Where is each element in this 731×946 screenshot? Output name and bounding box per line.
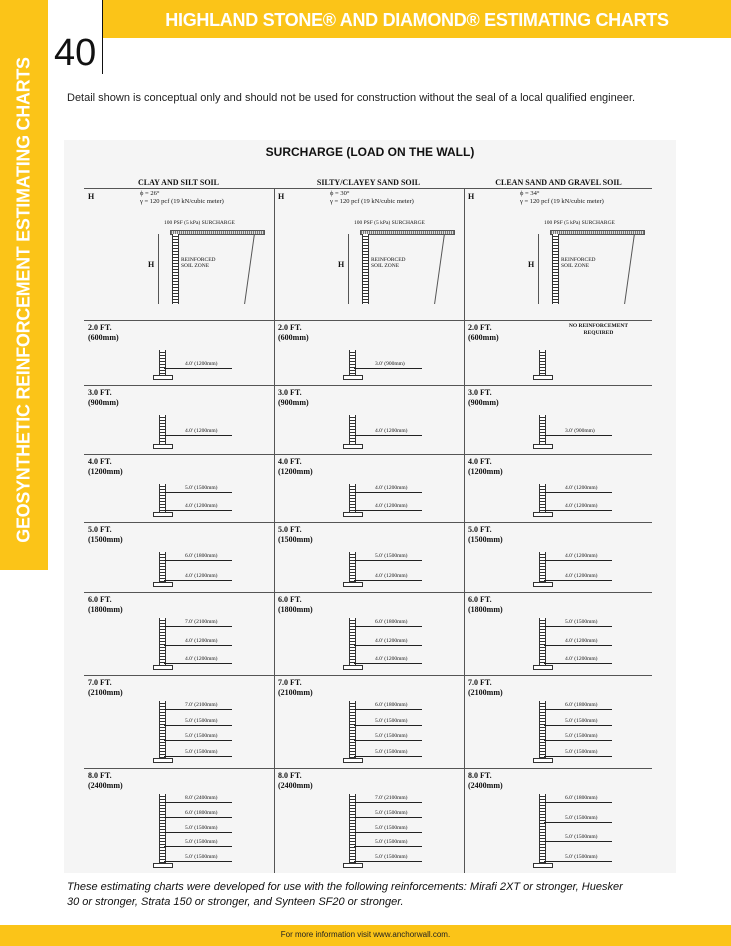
reinforcement-label: 4.0' (1200mm) [565, 656, 598, 662]
h-label: H [468, 192, 475, 201]
no-reinforcement-note: NO REINFORCEMENT [568, 323, 629, 329]
reinforcement-layer [164, 560, 232, 561]
zone-label: SOIL ZONE [561, 263, 590, 269]
reinforcement-layer [544, 645, 612, 646]
wall-diagram [539, 484, 546, 512]
footing-block [153, 375, 173, 380]
reinforcement-layer [354, 846, 422, 847]
row-height-label: 5.0 FT. [278, 525, 302, 534]
wall-diagram [349, 552, 356, 582]
reinforcement-layer [354, 709, 422, 710]
reinforcement-layer [354, 492, 422, 493]
reinforcement-layer [544, 560, 612, 561]
row-metric-label: (1200mm) [88, 467, 123, 476]
reinforcement-layer [544, 709, 612, 710]
bottom-bar [0, 925, 731, 946]
column-divider [274, 188, 275, 873]
reinforcement-label: 3.0' (900mm) [375, 361, 405, 367]
reinforcement-layer [544, 510, 612, 511]
reinforcement-layer [354, 580, 422, 581]
reinforcement-label: 4.0' (1200mm) [375, 503, 408, 509]
reinforcement-label: 5.0' (1500mm) [375, 553, 408, 559]
row-divider [84, 675, 652, 676]
wall-diagram [349, 484, 356, 512]
reinforcement-layer [544, 580, 612, 581]
column-header: CLEAN SAND AND GRAVEL SOIL [495, 178, 622, 187]
reinforcement-label: 5.0' (1500mm) [185, 718, 218, 724]
reinforcement-label: 5.0' (1500mm) [375, 839, 408, 845]
reinforcement-layer [354, 802, 422, 803]
reinforcement-label: 8.0' (2400mm) [185, 795, 218, 801]
wall-diagram [159, 350, 166, 375]
wall-diagram [159, 552, 166, 582]
retained-soil-line [244, 234, 255, 304]
row-height-label: 5.0 FT. [88, 525, 112, 534]
wall-diagram [159, 794, 166, 863]
row-metric-label: (2100mm) [468, 688, 503, 697]
reinforcement-layer [354, 817, 422, 818]
row-height-label: 8.0 FT. [88, 771, 112, 780]
reinforcement-label: 5.0' (1500mm) [375, 733, 408, 739]
wall-diagram [539, 350, 546, 375]
reinforcement-label: 4.0' (1200mm) [565, 573, 598, 579]
row-height-label: 6.0 FT. [88, 595, 112, 604]
reinforcement-layer [544, 626, 612, 627]
reinforcement-label: 5.0' (1500mm) [565, 619, 598, 625]
footing-block [533, 444, 553, 449]
reinforcement-label: 4.0' (1200mm) [185, 361, 218, 367]
zone-label: REINFORCED [561, 257, 596, 263]
surcharge-label: 100 PSF (5 kPa) SURCHARGE [164, 220, 235, 226]
wall-diagram [539, 552, 546, 582]
row-metric-label: (1200mm) [278, 467, 313, 476]
row-height-label: 6.0 FT. [468, 595, 492, 604]
column-divider [464, 188, 465, 873]
page-title: HIGHLAND STONE® AND DIAMOND® ESTIMATING CHARTS [165, 10, 669, 30]
reinforcement-layer [544, 492, 612, 493]
reinforcement-label: 4.0' (1200mm) [375, 638, 408, 644]
h-dimension-line [158, 234, 159, 304]
row-divider [84, 592, 652, 593]
reinforcement-layer [544, 822, 612, 823]
reinforcement-layer [354, 645, 422, 646]
row-metric-label: (900mm) [278, 398, 309, 407]
reinforcement-layer [354, 626, 422, 627]
reinforcement-layer [164, 368, 232, 369]
reinforcement-layer [544, 756, 612, 757]
header-top-line [84, 188, 652, 189]
reinforcement-layer [164, 580, 232, 581]
footing-block [343, 863, 363, 868]
reinforcement-layer [544, 435, 612, 436]
reinforcement-label: 4.0' (1200mm) [565, 638, 598, 644]
h-dimension-label: H [528, 260, 535, 269]
page-number-rule [102, 0, 103, 74]
footing-block [343, 444, 363, 449]
row-metric-label: (1200mm) [468, 467, 503, 476]
reinforcement-layer [354, 435, 422, 436]
reinforcement-label: 5.0' (1500mm) [375, 854, 408, 860]
wall-diagram [539, 794, 546, 863]
reinforcement-layer [164, 725, 232, 726]
row-metric-label: (1800mm) [278, 605, 313, 614]
reinforcement-label: 4.0' (1200mm) [185, 638, 218, 644]
reinforcement-layer [164, 626, 232, 627]
reinforcement-label: 5.0' (1500mm) [185, 485, 218, 491]
footing-block [153, 758, 173, 763]
reinforcement-label: 6.0' (1800mm) [375, 619, 408, 625]
reinforcement-label: 5.0' (1500mm) [185, 839, 218, 845]
reinforcement-label: 4.0' (1200mm) [375, 485, 408, 491]
footer-note: These estimating charts were developed for use with the following reinforcements: Mirafi 2XT or stronger, Huesker 30 or stronger, Strata 150 or stronger, and Synteen SF20 or stronger. [67, 881, 623, 908]
reinforcement-layer [544, 841, 612, 842]
row-height-label: 3.0 FT. [278, 388, 302, 397]
reinforcement-layer [544, 861, 612, 862]
reinforcement-label: 5.0' (1500mm) [565, 733, 598, 739]
header-bar [103, 0, 731, 38]
row-divider [84, 385, 652, 386]
row-metric-label: (1800mm) [468, 605, 503, 614]
wall-diagram [172, 234, 179, 304]
row-metric-label: (900mm) [468, 398, 499, 407]
row-height-label: 6.0 FT. [278, 595, 302, 604]
zone-label: SOIL ZONE [181, 263, 210, 269]
reinforcement-label: 6.0' (1800mm) [185, 810, 218, 816]
reinforcement-layer [164, 492, 232, 493]
zone-label: REINFORCED [371, 257, 406, 263]
row-height-label: 4.0 FT. [468, 457, 492, 466]
h-label: H [88, 192, 95, 201]
disclaimer: Detail shown is conceptual only and should not be used for construction without the seal of a local qualified engineer. [67, 92, 636, 104]
reinforcement-layer [354, 832, 422, 833]
reinforcement-layer [354, 510, 422, 511]
phi-value: ϕ = 34° [520, 190, 540, 197]
row-height-label: 3.0 FT. [88, 388, 112, 397]
wall-diagram [349, 350, 356, 375]
row-height-label: 7.0 FT. [88, 678, 112, 687]
surcharge-bar [550, 230, 645, 235]
footing-block [153, 444, 173, 449]
zone-label: REINFORCED [181, 257, 216, 263]
reinforcement-label: 5.0' (1500mm) [565, 718, 598, 724]
reinforcement-layer [354, 756, 422, 757]
reinforcement-label: 7.0' (2100mm) [185, 702, 218, 708]
reinforcement-layer [354, 368, 422, 369]
reinforcement-label: 6.0' (1800mm) [185, 553, 218, 559]
h-dimension-line [348, 234, 349, 304]
reinforcement-label: 5.0' (1500mm) [185, 825, 218, 831]
website-info: For more information visit www.anchorwall.com. [280, 930, 451, 939]
reinforcement-layer [354, 740, 422, 741]
row-metric-label: (2100mm) [88, 688, 123, 697]
reinforcement-label: 4.0' (1200mm) [565, 553, 598, 559]
row-metric-label: (900mm) [88, 398, 119, 407]
gamma-value: γ = 120 pcf (19 kN/cubic meter) [330, 198, 414, 205]
reinforcement-layer [544, 740, 612, 741]
row-metric-label: (2400mm) [468, 781, 503, 790]
row-height-label: 2.0 FT. [468, 323, 492, 332]
reinforcement-layer [544, 725, 612, 726]
h-label: H [278, 192, 285, 201]
reinforcement-label: 5.0' (1500mm) [565, 815, 598, 821]
row-height-label: 7.0 FT. [468, 678, 492, 687]
phi-value: ϕ = 30° [330, 190, 350, 197]
reinforcement-layer [164, 663, 232, 664]
reinforcement-label: 4.0' (1200mm) [185, 573, 218, 579]
footing-block [343, 512, 363, 517]
surcharge-label: 100 PSF (5 kPa) SURCHARGE [544, 220, 615, 226]
wall-diagram [159, 484, 166, 512]
reinforcement-layer [544, 802, 612, 803]
reinforcement-layer [544, 663, 612, 664]
zone-label: SOIL ZONE [371, 263, 400, 269]
row-divider [84, 454, 652, 455]
reinforcement-layer [354, 663, 422, 664]
row-height-label: 4.0 FT. [278, 457, 302, 466]
reinforcement-label: 7.0' (2100mm) [185, 619, 218, 625]
reinforcement-label: 5.0' (1500mm) [375, 749, 408, 755]
reinforcement-label: 4.0' (1200mm) [185, 428, 218, 434]
reinforcement-label: 4.0' (1200mm) [185, 656, 218, 662]
retained-soil-line [434, 234, 445, 304]
row-metric-label: (600mm) [278, 333, 309, 342]
page-number: 40 [54, 32, 97, 74]
reinforcement-layer [164, 802, 232, 803]
wall-diagram [362, 234, 369, 304]
reinforcement-layer [354, 861, 422, 862]
gamma-value: γ = 120 pcf (19 kN/cubic meter) [140, 198, 224, 205]
wall-diagram [349, 794, 356, 863]
h-dimension-label: H [148, 260, 155, 269]
reinforcement-label: 5.0' (1500mm) [565, 854, 598, 860]
reinforcement-label: 3.0' (900mm) [565, 428, 595, 434]
wall-diagram [552, 234, 559, 304]
reinforcement-label: 4.0' (1200mm) [565, 485, 598, 491]
reinforcement-label: 4.0' (1200mm) [565, 503, 598, 509]
estimating-chart [64, 140, 676, 873]
surcharge-bar [170, 230, 265, 235]
retained-soil-line [624, 234, 635, 304]
reinforcement-layer [164, 832, 232, 833]
reinforcement-label: 5.0' (1500mm) [375, 810, 408, 816]
row-metric-label: (1500mm) [468, 535, 503, 544]
surcharge-bar [360, 230, 455, 235]
row-divider [84, 522, 652, 523]
footing-block [153, 863, 173, 868]
reinforcement-label: 5.0' (1500mm) [565, 749, 598, 755]
reinforcement-label: 4.0' (1200mm) [185, 503, 218, 509]
reinforcement-label: 5.0' (1500mm) [185, 749, 218, 755]
footing-block [153, 665, 173, 670]
reinforcement-label: 5.0' (1500mm) [565, 834, 598, 840]
row-height-label: 5.0 FT. [468, 525, 492, 534]
column-header: SILTY/CLAYEY SAND SOIL [316, 178, 421, 187]
row-metric-label: (2400mm) [278, 781, 313, 790]
footing-block [343, 375, 363, 380]
footing-block [343, 665, 363, 670]
row-height-label: 8.0 FT. [278, 771, 302, 780]
reinforcement-label: 4.0' (1200mm) [375, 428, 408, 434]
reinforcement-label: 4.0' (1200mm) [375, 656, 408, 662]
reinforcement-label: 5.0' (1500mm) [185, 854, 218, 860]
reinforcement-layer [164, 861, 232, 862]
h-dimension-label: H [338, 260, 345, 269]
wall-diagram [539, 415, 546, 444]
reinforcement-label: 5.0' (1500mm) [375, 825, 408, 831]
reinforcement-label: 6.0' (1800mm) [375, 702, 408, 708]
column-header: CLAY AND SILT SOIL [137, 178, 219, 187]
reinforcement-label: 5.0' (1500mm) [375, 718, 408, 724]
row-metric-label: (2100mm) [278, 688, 313, 697]
row-height-label: 4.0 FT. [88, 457, 112, 466]
reinforcement-layer [164, 709, 232, 710]
reinforcement-layer [164, 435, 232, 436]
no-reinforcement-note: REQUIRED [583, 330, 614, 336]
footing-block [153, 512, 173, 517]
reinforcement-layer [164, 756, 232, 757]
row-height-label: 2.0 FT. [278, 323, 302, 332]
reinforcement-label: 6.0' (1800mm) [565, 702, 598, 708]
footing-block [343, 758, 363, 763]
row-height-label: 2.0 FT. [88, 323, 112, 332]
reinforcement-label: 4.0' (1200mm) [375, 573, 408, 579]
reinforcement-label: 7.0' (2100mm) [375, 795, 408, 801]
row-height-label: 3.0 FT. [468, 388, 492, 397]
reinforcement-layer [354, 560, 422, 561]
chart-title: SURCHARGE (LOAD ON THE WALL) [265, 145, 475, 159]
row-metric-label: (600mm) [468, 333, 499, 342]
footing-block [533, 863, 553, 868]
row-divider [84, 768, 652, 769]
row-metric-label: (600mm) [88, 333, 119, 342]
row-metric-label: (1500mm) [278, 535, 313, 544]
footing-block [533, 758, 553, 763]
reinforcement-layer [164, 817, 232, 818]
row-metric-label: (1800mm) [88, 605, 123, 614]
row-height-label: 8.0 FT. [468, 771, 492, 780]
gamma-value: γ = 120 pcf (19 kN/cubic meter) [520, 198, 604, 205]
reinforcement-layer [354, 725, 422, 726]
side-title: GEOSYNTHETIC REINFORCEMENT ESTIMATING CHARTS [13, 57, 34, 543]
row-metric-label: (2400mm) [88, 781, 123, 790]
phi-value: ϕ = 26° [140, 190, 160, 197]
reinforcement-label: 6.0' (1800mm) [565, 795, 598, 801]
wall-diagram [349, 415, 356, 444]
h-dimension-line [538, 234, 539, 304]
row-divider [84, 320, 652, 321]
footing-block [343, 582, 363, 587]
footing-block [533, 512, 553, 517]
row-metric-label: (1500mm) [88, 535, 123, 544]
reinforcement-layer [164, 846, 232, 847]
footing-block [533, 665, 553, 670]
footing-block [533, 582, 553, 587]
reinforcement-layer [164, 645, 232, 646]
wall-diagram [159, 415, 166, 444]
reinforcement-layer [164, 510, 232, 511]
footing-block [153, 582, 173, 587]
reinforcement-layer [164, 740, 232, 741]
reinforcement-label: 5.0' (1500mm) [185, 733, 218, 739]
side-bar [0, 0, 48, 570]
row-height-label: 7.0 FT. [278, 678, 302, 687]
surcharge-label: 100 PSF (5 kPa) SURCHARGE [354, 220, 425, 226]
footing-block [533, 375, 553, 380]
